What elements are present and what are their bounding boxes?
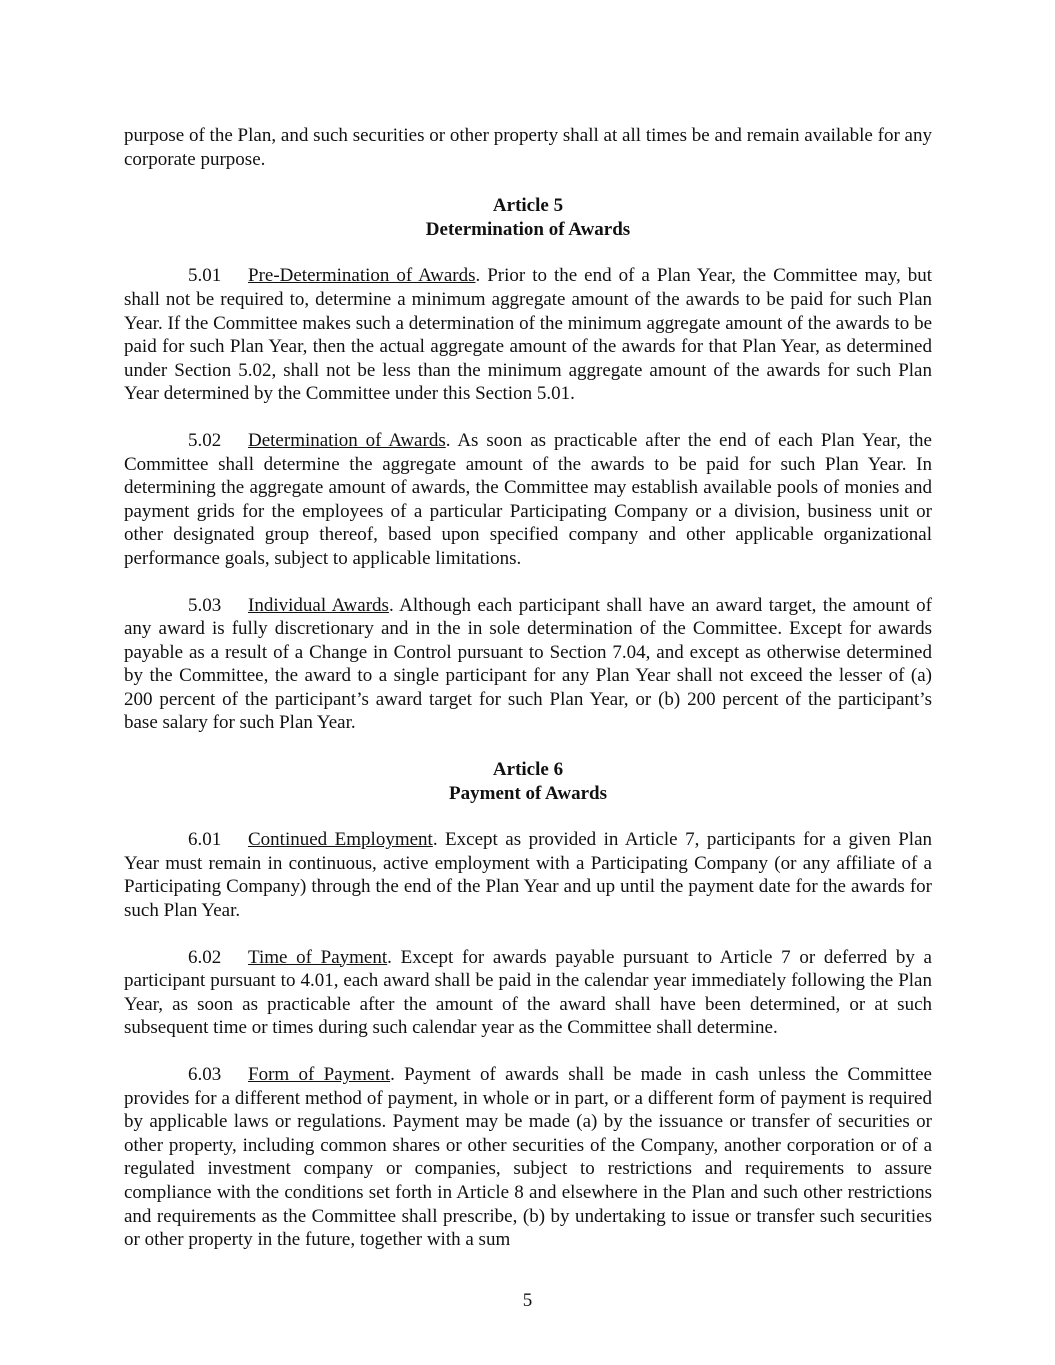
section-number: 5.03	[188, 594, 222, 616]
section-title: Continued Employment	[248, 829, 433, 851]
article-6-title: Payment of Awards	[449, 782, 607, 804]
section-6-01	[124, 828, 932, 922]
section-5-01	[124, 264, 932, 406]
section-title: Determination of Awards	[248, 429, 446, 451]
section-title: Pre-Determination of Awards	[248, 265, 476, 287]
intro-paragraph: purpose of the Plan, and such securities or other property shall at all times be and remain available for any corporate purpose.	[124, 125, 932, 170]
page-number: 5	[522, 1290, 533, 1311]
section-title: Form of Payment	[248, 1064, 391, 1085]
article-6-heading	[124, 758, 932, 805]
section-6-02	[124, 946, 932, 1040]
section-text: . As soon as practicable after the end of each Plan Year, the Committee shall determine the aggregate amount of the awards to be paid for such Plan Year. In determining the aggregate amount of awards, the Committee may establish available pools of monies and payment grids for the employees of a particular Participating Company or a division, business unit or other designated group thereof, based upon specified company and other applicable organizational performance goals, subject to applicable limitations.	[124, 429, 932, 569]
section-number: 6.01	[188, 829, 222, 851]
section-5-03	[124, 594, 932, 736]
section-number: 5.01	[188, 265, 222, 287]
article-6-number: Article 6	[492, 759, 564, 781]
section-number: 6.02	[188, 946, 222, 968]
section-text: . Although each participant shall have an award target, the amount of any award is fully discretionary and in the in sole determination of the Committee. Except for awards payable as a result of a Change in Control pursuant to Section 7.04, and except as otherwise determined by the Committee, the award to a single participant for any Plan Year shall not exceed the lesser of (a) 200 percent of the participant’s award target for such Plan Year, or (b) 200 percent of the participant’s base salary for such Plan Year.	[124, 594, 933, 734]
section-5-02	[124, 429, 932, 571]
section-text: . Except as provided in Article 7, participants for a given Plan Year must remain in continuous, active employment with a Participating Company (or any affiliate of a Participating Company) through the end of the Plan Year and up until the payment date for the awards for such Plan Year.	[124, 829, 932, 922]
article-5-heading	[124, 194, 932, 241]
section-title: Time of Payment	[248, 946, 388, 968]
section-number: 5.02	[188, 429, 222, 451]
article-5-number: Article 5	[492, 195, 564, 217]
section-6-03	[124, 1063, 932, 1252]
document-page	[124, 124, 932, 1275]
section-text: . Payment of awards shall be made in cash unless the Committee provides for a different method of payment, in whole or in part, or a different form of payment is required by applicable laws or regulations. Payment may be made (a) by the issuance or transfer of securities or other property, including common shares or other securities of the Company, another corporation or of a regulated investment company or companies, subject to restrictions and requirements to assure compliance with the conditions set forth in Article 8 and elsewhere in the Plan and such other restrictions and requirements as the Committee shall prescribe, (b) by undertaking to issue or transfer such securities or other property in the future, together with a sum	[124, 1064, 932, 1251]
section-title: Individual Awards	[248, 594, 389, 616]
section-number: 6.03	[188, 1064, 222, 1085]
article-5-title: Determination of Awards	[425, 218, 631, 240]
section-text: . Except for awards payable pursuant to Article 7 or deferred by a participant pursuant to 4.01, each award shall be paid in the calendar year immediately following the Plan Year, as soon as practicable after the amount of the award shall have been determined, or at such subsequent time or times during such calendar year as the Committee shall determine.	[124, 946, 932, 1039]
section-text: . Prior to the end of a Plan Year, the Committee may, but shall not be required to, determine a minimum aggregate amount of the awards to be paid for such Plan Year. If the Committee makes such a determination of the minimum aggregate amount of the awards to be paid for such Plan Year, then the actual aggregate amount of the awards for that Plan Year, as determined under Section 5.02, shall not be less than the minimum aggregate amount of the awards for such Plan Year determined by the Committee under this Section 5.01.	[124, 265, 932, 405]
